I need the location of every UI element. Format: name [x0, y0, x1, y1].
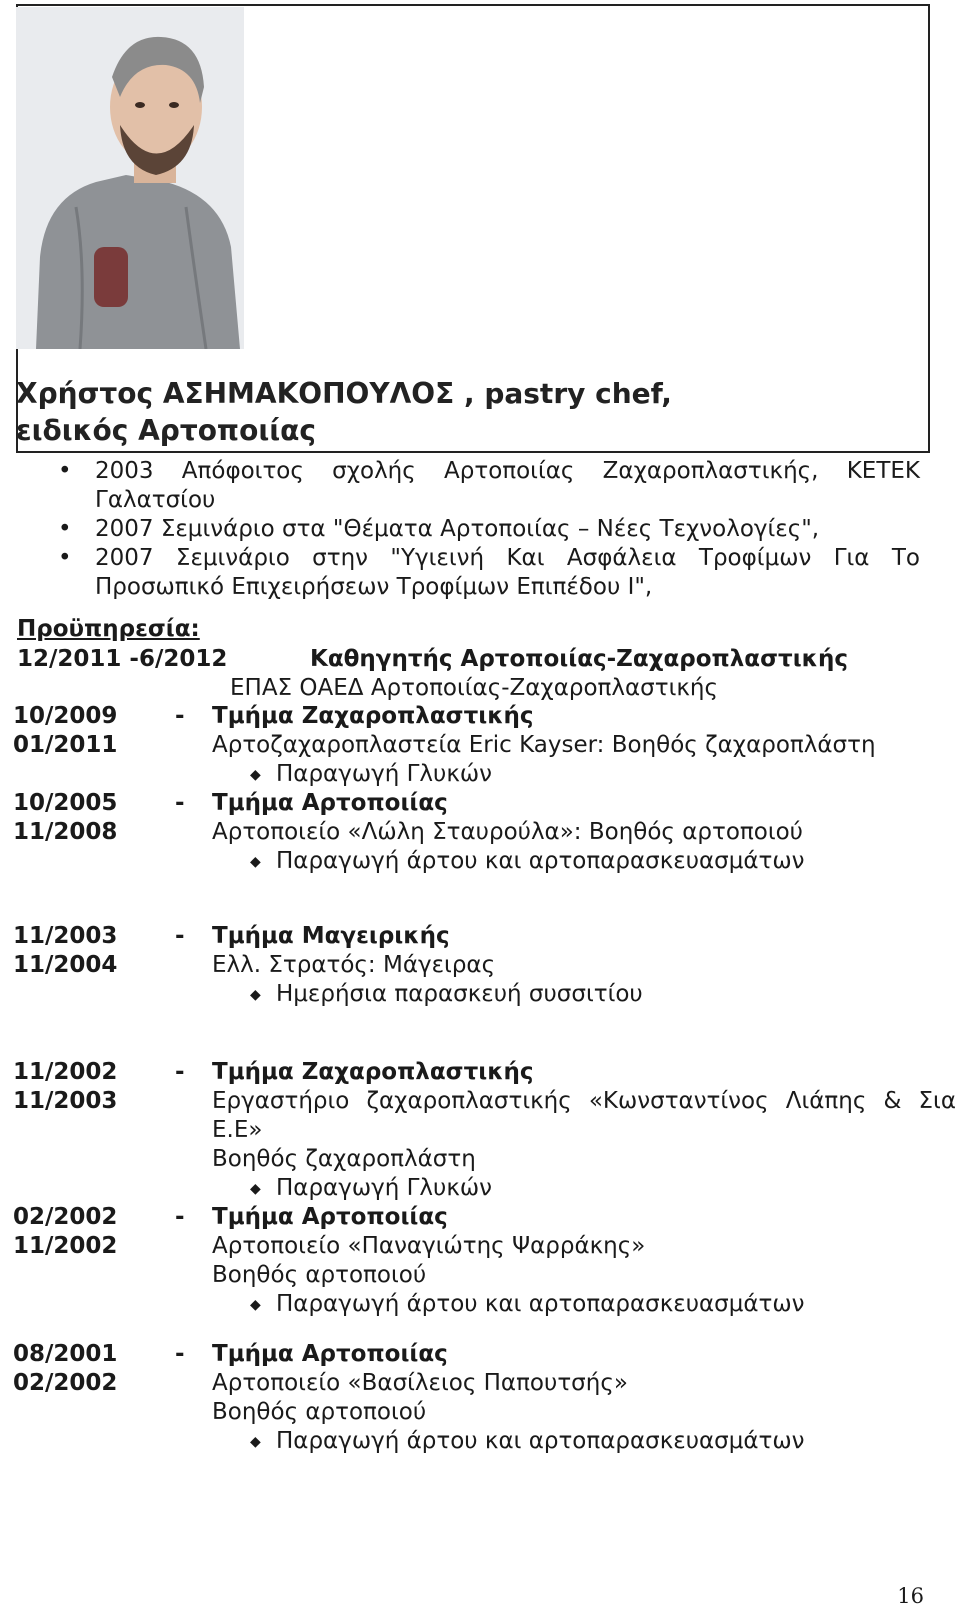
job-dash: - — [175, 923, 185, 949]
job-dash: - — [175, 790, 185, 816]
education-item-line: Γαλατσίου — [95, 487, 216, 513]
education-item — [58, 457, 920, 515]
education-item-line: • 2003 Απόφοιτος σχολής Αρτοποιίας Ζαχαροπλαστικής, ΚΕΤΕΚ — [95, 458, 920, 484]
chef-portrait-image — [16, 7, 244, 349]
job-position: Βοηθός αρτοποιού — [212, 1262, 427, 1288]
education-item-line: Προσωπικό Επιχειρήσεων Τροφίμων Επιπέδου Ι", — [95, 574, 653, 600]
job-date-from: 11/2002 — [13, 1059, 118, 1085]
job-department: Τμήμα Ζαχαροπλαστικής — [212, 1059, 534, 1085]
person-name — [16, 375, 672, 449]
job-employer: Αρτοποιείο «Παναγιώτης Ψαρράκης» — [212, 1233, 646, 1259]
job-date-from: 10/2009 — [13, 703, 118, 729]
job-place: ΕΠΑΣ ΟΑΕΔ Αρτοποιίας-Ζαχαροπλαστικής — [230, 675, 719, 701]
job-task — [250, 760, 492, 790]
job-dash: - — [175, 703, 185, 729]
diamond-bullet-icon: ◆ — [250, 1434, 261, 1450]
job-department: Τμήμα Αρτοποιίας — [212, 790, 448, 816]
job-task — [250, 980, 643, 1010]
job-department: Τμήμα Αρτοποιίας — [212, 1341, 448, 1367]
job-date-to: 11/2003 — [13, 1088, 118, 1114]
job-department: Τμήμα Μαγειρικής — [212, 923, 450, 949]
profile-photo — [16, 7, 244, 349]
diamond-bullet-icon: ◆ — [250, 1297, 261, 1313]
job-task — [250, 1290, 805, 1320]
diamond-bullet-icon: ◆ — [250, 767, 261, 783]
job-date-from: 10/2005 — [13, 790, 118, 816]
job-task — [250, 1427, 805, 1457]
job-employer: Εργαστήριο ζαχαροπλαστικής «Κωνσταντίνος Λιάπης & Σια — [212, 1088, 956, 1114]
job-department: Τμήμα Αρτοποιίας — [212, 1204, 448, 1230]
job-date-to: 01/2011 — [13, 732, 118, 758]
education-list — [58, 457, 920, 602]
diamond-bullet-icon: ◆ — [250, 987, 261, 1003]
job-dates: 12/2011 -6/2012 — [17, 646, 228, 672]
job-date-to: 02/2002 — [13, 1370, 118, 1396]
job-dash: - — [175, 1341, 185, 1367]
name-line-1: Χρήστος ΑΣΗΜΑΚΟΠΟΥΛΟΣ , pastry chef, — [16, 377, 672, 410]
job-employer-continued: Ε.Ε» — [212, 1117, 263, 1143]
job-task-text: Ημερήσια παρασκευή συσσιτίου — [276, 981, 643, 1007]
job-employer: Αρτοποιείο «Βασίλειος Παπουτσής» — [212, 1370, 628, 1396]
job-position: Βοηθός ζαχαροπλάστη — [212, 1146, 476, 1172]
job-task-text: Παραγωγή Γλυκών — [276, 761, 492, 787]
education-item — [58, 515, 920, 544]
job-employer: Αρτοποιείο «Λώλη Σταυρούλα»: Βοηθός αρτοποιού — [212, 819, 803, 845]
job-date-to: 11/2004 — [13, 952, 118, 978]
job-task-text: Παραγωγή άρτου και αρτοπαρασκευασμάτων — [276, 848, 805, 874]
education-item-line: • 2007 Σεμινάριο στην "Υγιεινή Και Ασφάλεια Τροφίμων Για Το — [95, 545, 920, 571]
education-item-line: • 2007 Σεμινάριο στα "Θέματα Αρτοποιίας – Νέες Τεχνολογίες", — [95, 516, 820, 542]
job-role: Καθηγητής Αρτοποιίας-Ζαχαροπλαστικής — [310, 646, 849, 672]
experience-heading: Προϋπηρεσία: — [17, 616, 200, 642]
job-dash: - — [175, 1059, 185, 1085]
job-task-text: Παραγωγή άρτου και αρτοπαρασκευασμάτων — [276, 1291, 805, 1317]
job-employer: Ελλ. Στρατός: Μάγειρας — [212, 952, 496, 978]
job-dash: - — [175, 1204, 185, 1230]
job-date-to: 11/2008 — [13, 819, 118, 845]
job-position: Βοηθός αρτοποιού — [212, 1399, 427, 1425]
name-line-2: ειδικός Αρτοποιίας — [16, 414, 316, 447]
job-task-text: Παραγωγή άρτου και αρτοπαρασκευασμάτων — [276, 1428, 805, 1454]
job-task-text: Παραγωγή Γλυκών — [276, 1175, 492, 1201]
job-task — [250, 847, 805, 877]
education-item — [58, 544, 920, 602]
job-department: Τμήμα Ζαχαροπλαστικής — [212, 703, 534, 729]
job-date-to: 11/2002 — [13, 1233, 118, 1259]
job-employer: Αρτοζαχαροπλαστεία Eric Kayser: Βοηθός ζαχαροπλάστη — [212, 732, 876, 758]
job-date-from: 11/2003 — [13, 923, 118, 949]
diamond-bullet-icon: ◆ — [250, 1181, 261, 1197]
diamond-bullet-icon: ◆ — [250, 854, 261, 870]
page-number: 16 — [897, 1584, 924, 1608]
job-task — [250, 1174, 492, 1204]
job-date-from: 02/2002 — [13, 1204, 118, 1230]
job-date-from: 08/2001 — [13, 1341, 118, 1367]
